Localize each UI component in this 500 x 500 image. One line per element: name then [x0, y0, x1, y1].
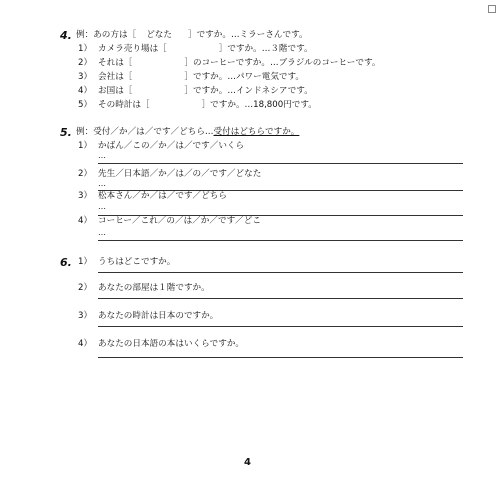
example-prompt: 受付／か／は／です／どちら… [93, 127, 214, 137]
item-question: うちはどこですか。 [98, 257, 176, 267]
item-question: あなたの部屋は１階ですか。 [98, 283, 210, 293]
item-after: ］ですか。…パワー電気です。 [184, 72, 305, 82]
answer-line[interactable] [98, 298, 463, 299]
item-prompt: コーヒー／これ／の／は／か／です／どこ [98, 216, 261, 226]
answer-line[interactable] [98, 357, 463, 358]
answer-line[interactable] [98, 272, 463, 273]
item-number: 2） [78, 58, 93, 68]
section-4-example [76, 30, 308, 41]
section-6-item-3 [78, 311, 218, 322]
item-number: 1） [78, 141, 93, 151]
example-before: あの方は［ [93, 30, 137, 40]
item-prompt: かばん／この／か／は／です／いくら [98, 141, 245, 151]
item-after: ］ですか。…18,800円です。 [201, 100, 317, 110]
item-after: ］のコーヒーですか。…ブラジルのコーヒーです。 [184, 58, 381, 68]
item-after: ］ですか。…３階です。 [218, 44, 313, 54]
answer-ellipsis: … [98, 179, 107, 188]
item-number: 4） [78, 339, 93, 349]
item-number: 4） [78, 216, 93, 226]
item-prompt: 松本さん／か／は／です／どちら [98, 191, 227, 201]
item-number: 1） [78, 257, 93, 267]
item-number: 1） [78, 44, 93, 54]
answer-ellipsis: … [98, 202, 107, 211]
section-6-item-1 [78, 257, 175, 268]
section-5-item-4 [78, 216, 261, 227]
section-4-item-4 [78, 86, 313, 97]
answer-line[interactable] [98, 163, 463, 164]
answer-line[interactable] [98, 326, 463, 327]
item-number: 2） [78, 283, 93, 293]
answer-ellipsis: … [98, 151, 107, 160]
item-number: 3） [78, 311, 93, 321]
item-number: 2） [78, 169, 93, 179]
item-number: 5） [78, 100, 93, 110]
section-5-example [76, 127, 299, 138]
section-6-item-2 [78, 283, 210, 294]
page-number: 4 [244, 457, 251, 468]
section-4-item-1 [78, 44, 313, 55]
example-after: ］ですか。…ミラーさんです。 [187, 30, 308, 40]
section-5-number: 5. [60, 126, 72, 139]
corner-mark [488, 5, 496, 13]
section-6-item-4 [78, 339, 244, 350]
item-before: その時計は［ [98, 100, 150, 110]
section-6-number: 6. [60, 256, 72, 269]
example-label: 例： [76, 127, 94, 137]
item-before: カメラ売り場は［ [98, 44, 167, 54]
example-label: 例： [76, 30, 94, 40]
item-question: あなたの日本語の本はいくらですか。 [98, 339, 245, 349]
answer-ellipsis: … [98, 228, 107, 237]
item-after: ］ですか。…インドネシアです。 [184, 86, 313, 96]
example-answer: 受付はどちらですか。 [213, 127, 300, 137]
example-bracket-answer: どなた [146, 30, 172, 40]
item-prompt: 先生／日本語／か／は／の／です／どなた [98, 169, 262, 179]
item-question: あなたの時計は日本のですか。 [98, 311, 219, 321]
item-before: それは［ [98, 58, 133, 68]
item-number: 3） [78, 191, 93, 201]
item-before: お国は［ [98, 86, 133, 96]
section-5-item-3 [78, 191, 227, 202]
section-4-number: 4. [60, 29, 72, 42]
answer-line[interactable] [98, 240, 463, 241]
item-before: 会社は［ [98, 72, 133, 82]
section-4-item-3 [78, 72, 304, 83]
section-4-item-5 [78, 100, 317, 111]
item-number: 4） [78, 86, 93, 96]
section-4-item-2 [78, 58, 380, 69]
item-number: 3） [78, 72, 93, 82]
